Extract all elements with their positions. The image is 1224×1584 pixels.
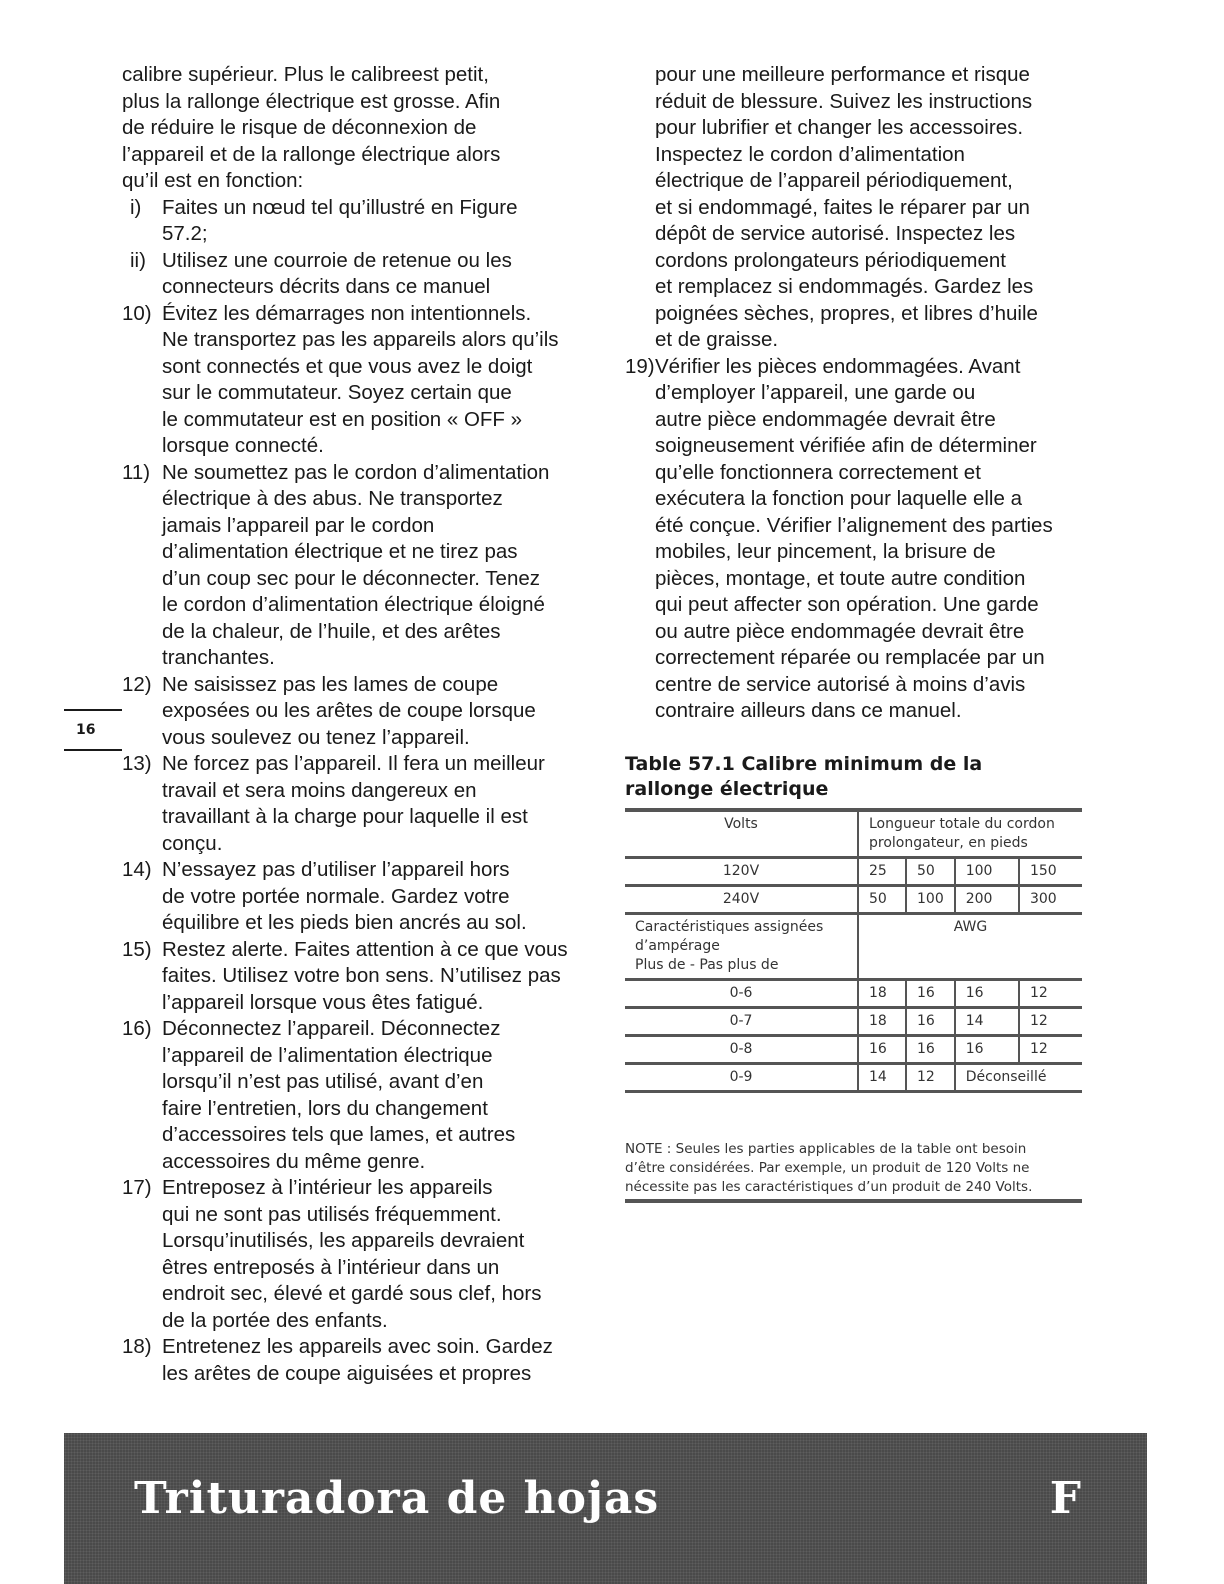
- gauge-cell: 14: [858, 1064, 906, 1092]
- item-line: de la chaleur, de l’huile, et des arêtes: [162, 619, 501, 643]
- intro-line: et remplacez si endommagés. Gardez les: [655, 275, 1034, 298]
- length-header-line: Longueur totale du cordon: [869, 816, 1055, 832]
- item-line: sont connectés et que vous avez le doigt: [162, 354, 533, 378]
- awg-header: AWG: [858, 914, 1082, 980]
- length-cell: 50: [858, 886, 906, 914]
- list-item: [122, 460, 597, 672]
- sub-item: [122, 248, 597, 301]
- item-line: d’un coup sec pour le déconnecter. Tenez: [162, 566, 540, 590]
- item-line: qui ne sont pas utilisés fréquemment.: [162, 1202, 502, 1226]
- item-line: Utilisez une courroie de retenue ou les: [162, 248, 512, 272]
- item-line: Évitez les démarrages non intentionnels.: [162, 301, 532, 325]
- length-header-line: prolongateur, en pieds: [869, 835, 1028, 851]
- item-line: mobiles, leur pincement, la brisure de: [655, 540, 996, 563]
- table-note: [625, 1140, 1082, 1203]
- table-row: [625, 980, 1082, 1008]
- table-row: [625, 1008, 1082, 1036]
- item-number: 13): [122, 752, 152, 775]
- list-item: [122, 1016, 597, 1175]
- table-title: [625, 752, 1085, 802]
- gauge-cell: 18: [858, 980, 906, 1008]
- item-line: 57.2;: [162, 222, 208, 245]
- gauge-cell: 16: [906, 1008, 955, 1036]
- table-row: [625, 886, 1082, 914]
- intro-line: qu’il est en fonction:: [122, 169, 304, 192]
- item-line: de la portée des enfants.: [162, 1308, 388, 1332]
- table-row: [625, 858, 1082, 886]
- item-line: l’appareil de l’alimentation électrique: [162, 1043, 493, 1067]
- intro-line: dépôt de service autorisé. Inspectez les: [655, 222, 1016, 245]
- item-line: vous soulevez ou tenez l’appareil.: [162, 725, 470, 749]
- intro-line: réduit de blessure. Suivez les instructions: [655, 89, 1033, 113]
- continued-paragraph: [625, 62, 1087, 354]
- amperage-cell: 0-9: [625, 1064, 858, 1092]
- amperage-cell: 0-7: [625, 1008, 858, 1036]
- length-cell: 200: [955, 886, 1019, 914]
- right-column: [625, 62, 1087, 725]
- item-line: correctement réparée ou remplacée par un: [655, 646, 1045, 669]
- intro-line: électrique de l’appareil périodiquement,: [655, 169, 1013, 192]
- rating-label-line: Plus de - Pas plus de: [635, 957, 779, 973]
- item-line: endroit sec, élevé et gardé sous clef, hors: [162, 1282, 542, 1305]
- gauge-cell: 12: [1019, 980, 1082, 1008]
- table-row: [625, 914, 1082, 980]
- item-number: 15): [122, 937, 152, 961]
- item-line: le cordon d’alimentation électrique éloigné: [162, 593, 545, 616]
- item-line: l’appareil lorsque vous êtes fatigué.: [162, 990, 484, 1014]
- item-line: tranchantes.: [162, 646, 275, 669]
- rating-label-line: Caractéristiques assignées: [635, 919, 824, 935]
- footer-banner: [64, 1433, 1147, 1584]
- note-line: d’être considérées. Par exemple, un produit de 120 Volts ne: [625, 1160, 1030, 1176]
- item-line: Ne transportez pas les appareils alors qu’ils: [162, 328, 559, 351]
- list-item: [625, 354, 1087, 725]
- item-line: N’essayez pas d’utiliser l’appareil hors: [162, 858, 510, 881]
- length-cell: 150: [1019, 858, 1082, 886]
- item-line: d’accessoires tels que lames, et autres: [162, 1123, 516, 1146]
- page-number-rule-top: [64, 709, 122, 711]
- table-title-line: Table 57.1 Calibre minimum de la: [625, 753, 983, 775]
- item-line: travail et sera moins dangereux en: [162, 778, 477, 802]
- item-number: 17): [122, 1176, 152, 1199]
- intro-line: de réduire le risque de déconnexion de: [122, 116, 477, 139]
- table-header-row: [625, 810, 1082, 858]
- intro-line: Inspectez le cordon d’alimentation: [655, 142, 965, 166]
- table-row: [625, 1064, 1082, 1092]
- amperage-cell: 0-6: [625, 980, 858, 1008]
- length-cell: 100: [955, 858, 1019, 886]
- item-number: 19): [625, 354, 655, 378]
- item-line: Ne soumettez pas le cordon d’alimentation: [162, 460, 550, 484]
- gauge-cell: 16: [955, 1036, 1019, 1064]
- banner-title: Trituradora de hojas: [134, 1473, 660, 1524]
- item-line: exposées ou les arêtes de coupe lorsque: [162, 699, 536, 722]
- item-line: accessoires du même genre.: [162, 1149, 426, 1173]
- list-item: [122, 857, 597, 937]
- intro-line: et de graisse.: [655, 328, 779, 351]
- item-line: êtres entreposés à l’intérieur dans un: [162, 1255, 500, 1279]
- gauge-cell: 12: [1019, 1008, 1082, 1036]
- table-title-line: rallonge électrique: [625, 778, 829, 800]
- item-line: d’alimentation électrique et ne tirez pas: [162, 540, 518, 563]
- list-item: [122, 751, 597, 857]
- gauge-cell: 16: [906, 1036, 955, 1064]
- length-cell: 300: [1019, 886, 1082, 914]
- volts-header: Volts: [625, 810, 858, 858]
- item-line: Déconnectez l’appareil. Déconnectez: [162, 1017, 501, 1040]
- list-item: [122, 937, 597, 1017]
- length-cell: 25: [858, 858, 906, 886]
- list-item: [122, 1334, 597, 1387]
- item-line: Ne forcez pas l’appareil. Il fera un meilleur: [162, 752, 545, 775]
- item-number: 18): [122, 1335, 152, 1358]
- item-line: lorsqu’il n’est pas utilisé, avant d’en: [162, 1070, 484, 1093]
- page-number-rule-bottom: [64, 749, 122, 751]
- page-number: 16: [76, 722, 96, 738]
- item-number: ii): [130, 248, 146, 272]
- item-line: Entretenez les appareils avec soin. Gardez: [162, 1335, 553, 1358]
- rating-label-line: d’ampérage: [635, 938, 720, 954]
- intro-line: plus la rallonge électrique est grosse. Afin: [122, 89, 501, 113]
- item-line: Restez alerte. Faites attention à ce que vous: [162, 937, 568, 961]
- table-row: [625, 1036, 1082, 1064]
- item-line: Ne saisissez pas les lames de coupe: [162, 672, 499, 696]
- amperage-cell: 0-8: [625, 1036, 858, 1064]
- item-line: faites. Utilisez votre bon sens. N’utilisez pas: [162, 964, 561, 987]
- item-number: 12): [122, 672, 152, 696]
- item-line: jamais l’appareil par le cordon: [162, 513, 435, 537]
- voltage-cell: 120V: [625, 858, 858, 886]
- item-line: autre pièce endommagée devrait être: [655, 407, 996, 431]
- note-line: NOTE : Seules les parties applicables de la table ont besoin: [625, 1141, 1027, 1157]
- item-line: Lorsqu’inutilisés, les appareils devraient: [162, 1229, 525, 1252]
- item-line: travaillant à la charge pour laquelle il est: [162, 805, 528, 828]
- intro-line: l’appareil et de la rallonge électrique alors: [122, 142, 501, 166]
- gauge-cell: 12: [906, 1064, 955, 1092]
- item-line: centre de service autorisé à moins d’avis: [655, 672, 1026, 696]
- item-line: les arêtes de coupe aiguisées et propres: [162, 1361, 532, 1385]
- extension-cord-table: [625, 808, 1082, 1093]
- item-line: ou autre pièce endommagée devrait être: [655, 619, 1025, 643]
- item-line: qui peut affecter son opération. Une garde: [655, 593, 1039, 616]
- gauge-cell: 16: [955, 980, 1019, 1008]
- rating-label-cell: [625, 914, 858, 980]
- item-line: le commutateur est en position « OFF »: [162, 407, 523, 431]
- item-line: conçu.: [162, 831, 223, 855]
- item-line: qu’elle fonctionnera correctement et: [655, 460, 981, 484]
- item-line: soigneusement vérifiée afin de déterminer: [655, 434, 1037, 457]
- item-number: 14): [122, 858, 152, 881]
- gauge-cell: 14: [955, 1008, 1019, 1036]
- item-line: électrique à des abus. Ne transportez: [162, 487, 503, 510]
- intro-line: et si endommagé, faites le réparer par un: [655, 195, 1030, 219]
- item-line: Entreposez à l’intérieur les appareils: [162, 1176, 493, 1199]
- item-line: sur le commutateur. Soyez certain que: [162, 381, 512, 404]
- list-item: [122, 672, 597, 752]
- item-line: pièces, montage, et toute autre condition: [655, 566, 1026, 590]
- not-recommended-cell: Déconseillé: [955, 1064, 1082, 1092]
- item-line: faire l’entretien, lors du changement: [162, 1096, 488, 1120]
- intro-line: pour lubrifier et changer les accessoires.: [655, 116, 1024, 139]
- item-line: Faites un nœud tel qu’illustré en Figure: [162, 195, 518, 219]
- length-cell: 50: [906, 858, 955, 886]
- item-line: été conçue. Vérifier l’alignement des parties: [655, 513, 1053, 537]
- item-line: exécutera la fonction pour laquelle elle a: [655, 487, 1022, 510]
- voltage-cell: 240V: [625, 886, 858, 914]
- sub-item: [122, 195, 597, 248]
- page-number-marker: [64, 709, 122, 751]
- intro-line: poignées sèches, propres, et libres d’huile: [655, 301, 1038, 325]
- intro-line: pour une meilleure performance et risque: [655, 63, 1030, 86]
- note-line: nécessite pas les caractéristiques d’un produit de 240 Volts.: [625, 1179, 1033, 1195]
- item-line: de votre portée normale. Gardez votre: [162, 884, 510, 908]
- item-line: équilibre et les pieds bien ancrés au sol.: [162, 911, 527, 934]
- item-number: 10): [122, 301, 152, 325]
- item-number: 16): [122, 1017, 152, 1040]
- item-line: contraire ailleurs dans ce manuel.: [655, 699, 962, 722]
- list-item: [122, 301, 597, 460]
- list-item: [122, 1175, 597, 1334]
- left-column: [122, 62, 597, 1387]
- item-line: d’employer l’appareil, une garde ou: [655, 381, 976, 404]
- item-number: 11): [122, 460, 151, 484]
- intro-line: calibre supérieur. Plus le calibreest petit,: [122, 63, 489, 86]
- gauge-cell: 12: [1019, 1036, 1082, 1064]
- gauge-cell: 16: [906, 980, 955, 1008]
- item-number: i): [130, 195, 142, 219]
- gauge-cell: 16: [858, 1036, 906, 1064]
- language-letter: F: [1049, 1473, 1081, 1524]
- item-line: Vérifier les pièces endommagées. Avant: [655, 354, 1021, 378]
- intro-line: cordons prolongateurs périodiquement: [655, 248, 1007, 272]
- length-header: [858, 810, 1082, 858]
- item-line: connecteurs décrits dans ce manuel: [162, 275, 491, 298]
- gauge-cell: 18: [858, 1008, 906, 1036]
- item-line: lorsque connecté.: [162, 434, 324, 457]
- length-cell: 100: [906, 886, 955, 914]
